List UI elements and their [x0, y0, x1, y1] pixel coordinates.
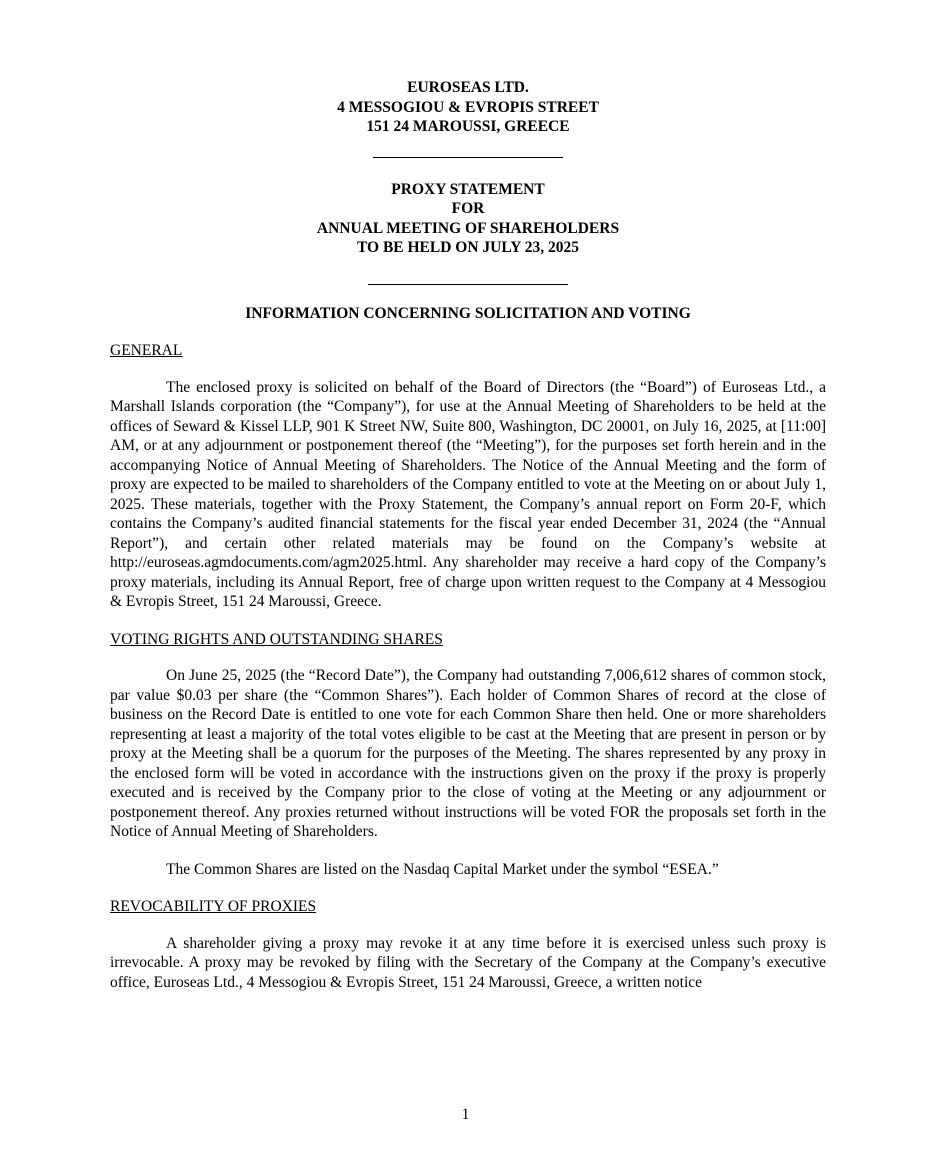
title-line-4: TO BE HELD ON JULY 23, 2025	[356, 239, 580, 256]
title-line-2: FOR	[451, 200, 485, 217]
proxy-title-block	[110, 180, 826, 258]
company-address-line1: 4 MESSOGIOU & EVROPIS STREET	[337, 98, 599, 116]
company-header	[110, 78, 826, 137]
paragraph-voting-2: The Common Shares are listed on the Nasdaq Capital Market under the symbol “ESEA.”	[166, 860, 719, 878]
page-number: 1	[461, 1106, 470, 1123]
paragraph-revocability: A shareholder giving a proxy may revoke it at any time before it is exercised unless such proxy is irrevocable. A proxy may be revoked by filing with the Secretary of the Company at the Company’s executive office, Euroseas Ltd., 4 Messogiou & Evropis Street, 151 24 Maroussi, Greece, a written notice	[110, 934, 826, 991]
main-heading: INFORMATION CONCERNING SOLICITATION AND VOTING	[245, 304, 691, 322]
document-page	[110, 78, 826, 992]
title-line-1: PROXY STATEMENT	[391, 180, 545, 198]
paragraph-voting-1: On June 25, 2025 (the “Record Date”), the Company had outstanding 7,006,612 shares of common stock, par value $0.03 per share (the “Common Shares”). Each holder of Common Shares of record at the close of business on the Record Date is entitled to one vote for each Common Share then held. One or more shareholders representing at least a majority of the total votes eligible to be cast at the Meeting that are present in person or by proxy at the Meeting shall be a quorum for the purposes of the Meeting. The shares represented by any proxy in the enclosed form will be voted in accordance with the instructions given on the proxy if the proxy is properly executed and is received by the Company prior to the close of voting at the Meeting or any adjournment or postponement thereof. Any proxies returned without instructions will be voted FOR the proposals set forth in the Notice of Annual Meeting of Shareholders.	[110, 667, 826, 840]
divider-top	[373, 157, 563, 158]
section-heading-general: GENERAL	[110, 342, 183, 359]
company-address-line2: 151 24 MAROUSSI, GREECE	[366, 118, 570, 135]
section-heading-voting: VOTING RIGHTS AND OUTSTANDING SHARES	[110, 630, 443, 648]
section-heading-revocability: REVOCABILITY OF PROXIES	[110, 898, 317, 915]
divider-bottom	[368, 284, 568, 285]
paragraph-general: The enclosed proxy is solicited on behalf of the Board of Directors (the “Board”) of Euroseas Ltd., a Marshall Islands corporation (the “Company”), for use at the Annual Meeting of Shareholders to be held at the offices of Seward & Kissel LLP, 901 K Street NW, Suite 800, Washington, DC 20001, on July 16, 2025, at [11:00] AM, or at any adjournment or postponement thereof (the “Meeting”), for the purposes set forth herein and in the accompanying Notice of Annual Meeting of Shareholders. The Notice of the Annual Meeting and the form of proxy are expected to be mailed to shareholders of the Company entitled to vote at the Meeting on or about July 1, 2025. These materials, together with the Proxy Statement, the Company’s annual report on Form 20-F, which contains the Company’s audited financial statements for the fiscal year ended December 31, 2024 (the “Annual Report”), and certain other related materials may be found on the Company’s website at http://euroseas.agmdocuments.com/agm2025.html. Any shareholder may receive a hard copy of the Company’s proxy materials, including its Annual Report, free of charge upon written request to the Company at 4 Messogiou & Evropis Street, 151 24 Maroussi, Greece.	[110, 378, 826, 610]
company-name: EUROSEAS LTD.	[407, 79, 529, 96]
title-line-3: ANNUAL MEETING OF SHAREHOLDERS	[316, 219, 620, 237]
